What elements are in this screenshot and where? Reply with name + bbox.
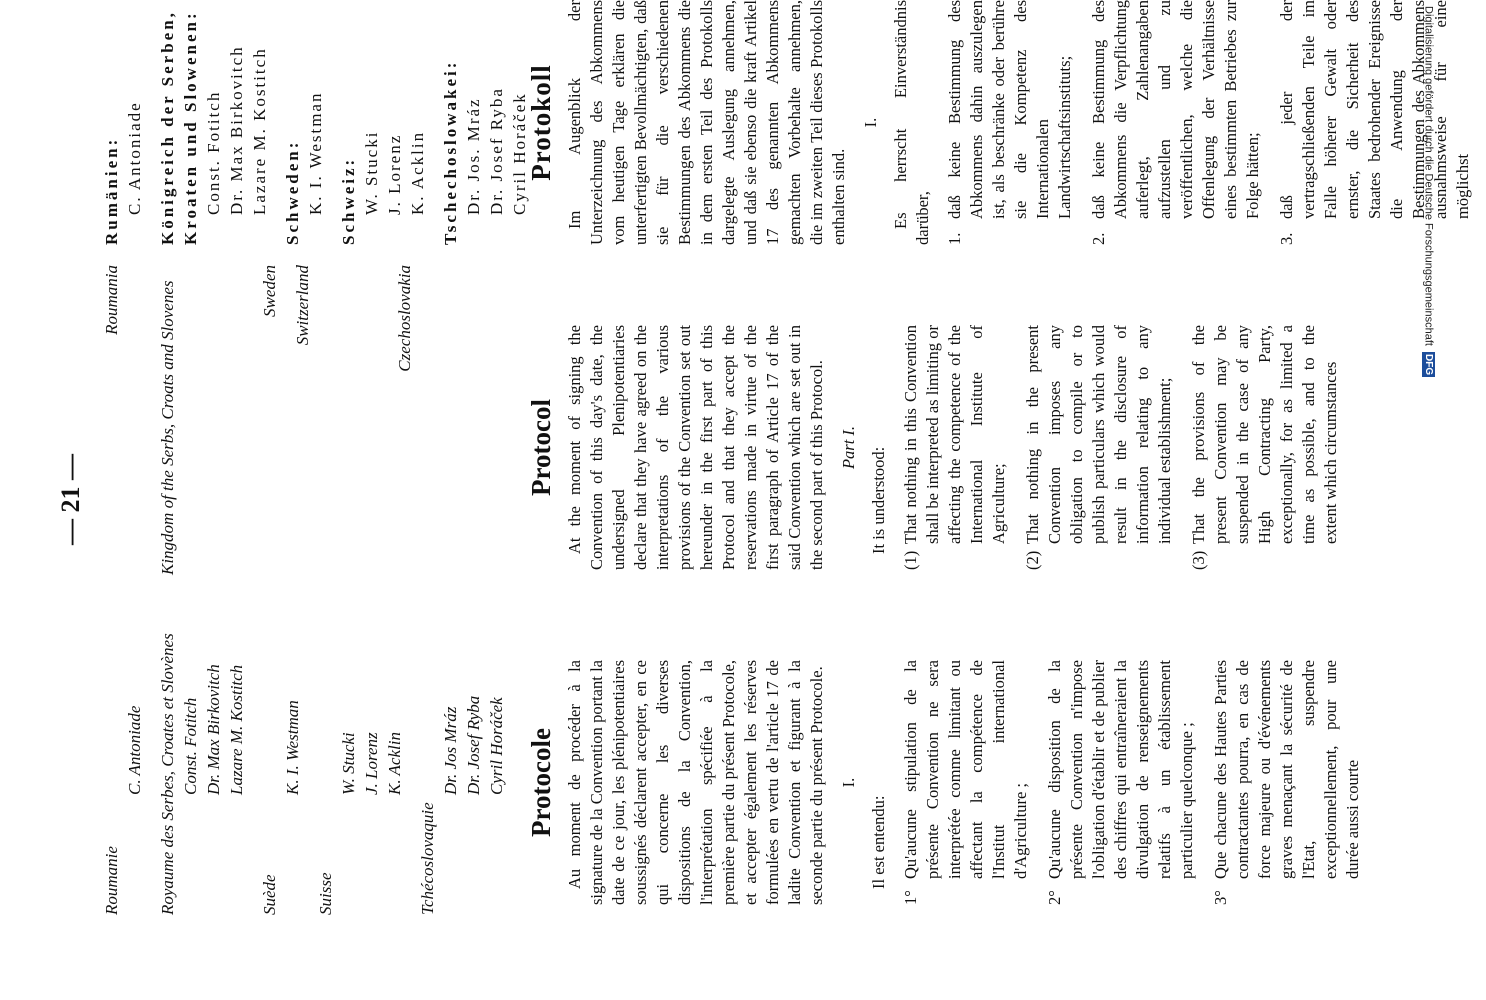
signatory-name: W. Stucki (362, 130, 381, 215)
country-name: Switzerland (293, 265, 312, 346)
understood-line: Il est entendu: (869, 795, 888, 889)
signatory-name: Dr. Josef Ryba (487, 87, 506, 215)
signature-block (156, 265, 179, 575)
country-name: Tschechoslowakei: (441, 59, 460, 245)
signature-block (258, 615, 304, 915)
country-name: Sweden (260, 265, 279, 317)
signature-block (291, 265, 314, 575)
item-text: That the provisions of the present Convention may be suspended in the case of any High Contracting Party, exceptionally, for as limited a time as possible, and to the extent which circumstances (1189, 325, 1340, 544)
signature-block (100, 0, 146, 245)
protocol-heading: Protocole (526, 728, 556, 837)
item-text: daß keine Bestimmung des Abkommens dahin auszulegen ist, als beschränke oder berühre sie die Kompetenz des Internationalen Landwirtschaftsinstituts; (945, 0, 1074, 219)
signature-block (337, 0, 429, 245)
signatory-name: Dr. Max Birkovitch (204, 664, 223, 795)
signatory-name: J. Lorenz (385, 133, 404, 215)
item-number: (2) (1023, 550, 1042, 570)
credit-text: Digitalisierung gefördert durch die Deutsche Forschungsgemeinschaft (1422, 6, 1435, 346)
digitization-credit (1422, 6, 1435, 377)
protocol-item (1022, 325, 1176, 570)
protocol-column-english (526, 325, 1354, 570)
understood-line: Es herrscht Einverständnis darüber, (891, 0, 932, 245)
signature-block (281, 0, 327, 245)
signatory-name: K. Acklin (385, 732, 404, 795)
item-number: 3° (1211, 890, 1230, 905)
country-name: Tchécoslovaquie (418, 802, 437, 915)
signature-block (156, 0, 271, 245)
signatory-name: Cyril Horáček (510, 92, 529, 215)
signature-block (416, 615, 508, 915)
item-text: That nothing in the present Convention imposes any obligation to compile or to publish particulars which would result in the disclosure of information relating to any individual establishment; (1023, 325, 1174, 544)
signature-block (100, 615, 146, 915)
signatory-name: C. Antoniade (125, 101, 144, 215)
signatory-name: K. I. Westman (283, 700, 302, 795)
protocol-item (944, 0, 1076, 245)
protocol-item (1276, 0, 1474, 245)
country-name: Schweden: (283, 139, 302, 245)
signatory-name: K. I. Westman (306, 91, 325, 215)
signatory-name: W. Stucki (339, 732, 358, 795)
protocol-item (1210, 660, 1364, 905)
signatory-name: Cyril Horáček (487, 697, 506, 795)
country-name: Suisse (316, 872, 335, 915)
signatory-name: Lazare M. Kostitch (227, 664, 246, 795)
part-heading: I. (839, 777, 858, 788)
item-number: 2° (1045, 890, 1064, 905)
page-number: — 21 — (56, 454, 85, 545)
item-text: Qu'aucune stipulation de la présente Convention ne sera interprétée comme limitant ou affectant la compétence de l'Institut international d'Agriculture ; (901, 660, 1030, 879)
signatory-name: Const. Fotitch (204, 90, 223, 215)
protocol-item (1088, 0, 1264, 245)
country-name: Königreich der Serben, Kroaten und Slowenen: (158, 10, 200, 245)
item-text: Qu'aucune disposition de la présente Convention n'impose l'obligation d'établir et de publier des chiffres qui entraîneraient la divulgation de renseignements relatifs à un établissement particulier quelconque ; (1045, 660, 1196, 879)
signature-block (314, 615, 406, 915)
country-name: Roumania (102, 265, 121, 335)
item-text: daß keine Bestimmung des Abkommens die Verpflichtung auferlegt, Zahlenangaben aufzustellen und zu veröffentlichen, welche die Offenlegung der Verhältnisse eines bestimmten Betriebes zur Folge hätten; (1089, 0, 1262, 219)
part-heading: I. (861, 117, 880, 128)
signatory-name: Lazare M. Kostitch (250, 47, 269, 215)
country-name: Suède (260, 874, 279, 915)
protocol-item (900, 660, 1032, 905)
signatory-name: Dr. Josef Ryba (464, 695, 483, 795)
signatory-name: Dr. Max Birkovitch (227, 45, 246, 215)
item-number: 1. (945, 232, 964, 245)
item-number: 1° (901, 890, 920, 905)
signatures-french (100, 615, 508, 915)
dfg-logo: DFG (1423, 353, 1434, 376)
signature-block (100, 265, 123, 575)
item-number: 3. (1277, 232, 1296, 245)
country-name: Czechoslovakia (395, 265, 414, 372)
country-name: Royaume des Serbes, Croates et Slovènes (158, 633, 177, 915)
country-name: Kingdom of the Serbs, Croats and Slovenes (158, 280, 177, 575)
signatory-name: Const. Fotitch (181, 697, 200, 795)
protocol-item (1188, 325, 1342, 570)
signatory-name: C. Antoniade (125, 705, 144, 795)
signatory-name: Dr. Jos. Mráz (464, 97, 483, 215)
item-text: That nothing in this Convention shall be interpreted as limiting or affecting the competence of the International Institute of Agriculture; (901, 325, 1008, 544)
signature-block (258, 265, 281, 575)
protocol-heading: Protokoll (526, 64, 556, 181)
protocol-column-french (526, 660, 1376, 905)
item-number: 2. (1089, 232, 1108, 245)
signature-block (439, 0, 531, 245)
signatory-name: K. Acklin (408, 130, 427, 215)
country-name: Rumänien: (102, 136, 121, 245)
signatures-german (100, 0, 531, 245)
item-text: Que chacune des Hautes Parties contractantes pourra, en cas de force majeure ou d'événements graves menaçant la sécurité de l'Etat, suspendre exceptionnellement, pour une durée aussi courte (1211, 660, 1362, 879)
country-name: Schweiz: (339, 156, 358, 245)
part-heading: Part I. (839, 425, 858, 470)
protocol-item (900, 325, 1010, 570)
protocol-item (1044, 660, 1198, 905)
signatory-name: J. Lorenz (362, 732, 381, 795)
protocol-intro: Au moment de procéder à la signature de la Convention portant la date de ce jour, les plénipotentiaires soussignés déclarent accepter, en ce qui concerne les diverses dispositions de la Convention, l'interprétation spécifiée à la première partie du présent Protocole, et accepter également les réserves formulées en vertu de l'article 17 de ladite Convention et figurant à la seconde partie du présent Protocole. (565, 660, 826, 905)
signature-block (156, 615, 248, 915)
signature-block (393, 265, 416, 575)
understood-line: It is understood: (869, 446, 888, 554)
protocol-heading: Protocol (526, 399, 556, 496)
protocol-intro: At the moment of signing the Convention of this day's date, the undersigned Plenipotentiaries declare that they have agreed on the interpretations of the various provisions of the Convention set out hereunder in the first part of this Protocol and that they accept the reservations made in virtue of the first paragraph of Article 17 of the said Convention which are set out in the second part of this Protocol. (565, 325, 826, 570)
signatures-english (100, 265, 416, 575)
item-text: daß jeder der vertragschließenden Teile im Falle höherer Gewalt oder ernster, die Sicherheit des Staates bedrohender Ereignisse die Anwendung der Bestimmungen des Abkommens ausnahmsweise für eine möglichst (1277, 0, 1472, 219)
country-name: Roumanie (102, 846, 121, 915)
item-number: (1) (901, 550, 920, 570)
protocol-intro: Im Augenblick der Unterzeichnung des Abkommens vom heutigen Tage erklären die unterfertigten Bevollmächtigten, daß sie für die verschiedenen Bestimmungen des Abkommens die in dem ersten Teil des Protokolls dargelegte Auslegung annehmen, und daß sie ebenso die kraft Artikel 17 des genannten Abkommens gemachten Vorbehalte annehmen, die im zweiten Teil dieses Protokolls enthalten sind. (565, 0, 848, 245)
protocol-column-german (526, 0, 1486, 245)
signatory-name: Dr. Jos Mráz (441, 706, 460, 795)
item-number: (3) (1189, 550, 1208, 570)
